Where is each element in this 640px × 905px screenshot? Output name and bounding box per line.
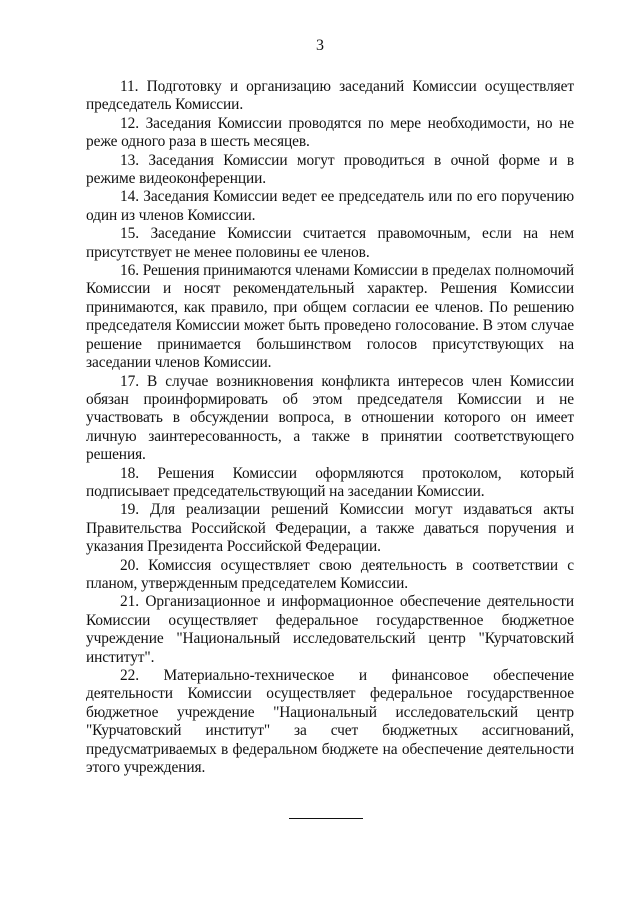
- page-number: 3: [316, 37, 324, 54]
- paragraph-20: 20. Комиссия осуществляет свою деятельность в соответствии с планом, утвержденным председателем Комиссии.: [86, 556, 574, 592]
- end-divider-line: [289, 818, 363, 819]
- paragraph-13: 13. Заседания Комиссии могут проводиться в очной форме и в режиме видеоконференции.: [86, 151, 574, 188]
- paragraph-12: 12. Заседания Комиссии проводятся по мере необходимости, но не реже одного раза в шесть месяцев.: [86, 114, 574, 151]
- document-body: [86, 78, 574, 777]
- paragraph-14: 14. Заседания Комиссии ведет ее председатель или по его поручению один из членов Комиссии.: [86, 188, 574, 224]
- paragraph-17: 17. В случае возникновения конфликта интересов член Комиссии обязан проинформировать об этом председателя Комиссии и не участвовать в обсуждении вопроса, в отношении которого он имеет личную заинтересованность, а также в принятии соответствующего решения.: [86, 372, 574, 464]
- paragraph-15: 15. Заседание Комиссии считается правомочным, если на нем присутствует не менее половины ее членов.: [86, 225, 574, 261]
- paragraph-22: 22. Материально-техническое и финансовое обеспечение деятельности Комиссии осуществляет федеральное государственное бюджетное учреждение "Национальный исследовательский центр "Курчатовский институт" за счет бюджетных ассигнований, предусматриваемых в федеральном бюджете на обеспечение деятельности этого учреждения.: [86, 667, 574, 777]
- paragraph-21: 21. Организационное и информационное обеспечение деятельности Комиссии осуществляет федеральное государственное бюджетное учреждение "Национальный исследовательский центр "Курчатовский институт".: [86, 593, 574, 666]
- paragraph-19: 19. Для реализации решений Комиссии могут издаваться акты Правительства Российской Федерации, а также даваться поручения и указания Президента Российской Федерации.: [86, 501, 574, 556]
- paragraph-16: 16. Решения принимаются членами Комиссии в пределах полномочий Комиссии и носят рекомендательный характер. Решения Комиссии принимаются, как правило, при общем согласии ее членов. По решению председателя Комиссии может быть проведено голосование. В этом случае решение принимается большинством голосов присутствующих на заседании членов Комиссии.: [86, 262, 574, 372]
- paragraph-11: 11. Подготовку и организацию заседаний Комиссии осуществляет председатель Комиссии.: [86, 78, 574, 114]
- paragraph-18: 18. Решения Комиссии оформляются протоколом, который подписывает председательствующий на заседании Комиссии.: [86, 464, 574, 500]
